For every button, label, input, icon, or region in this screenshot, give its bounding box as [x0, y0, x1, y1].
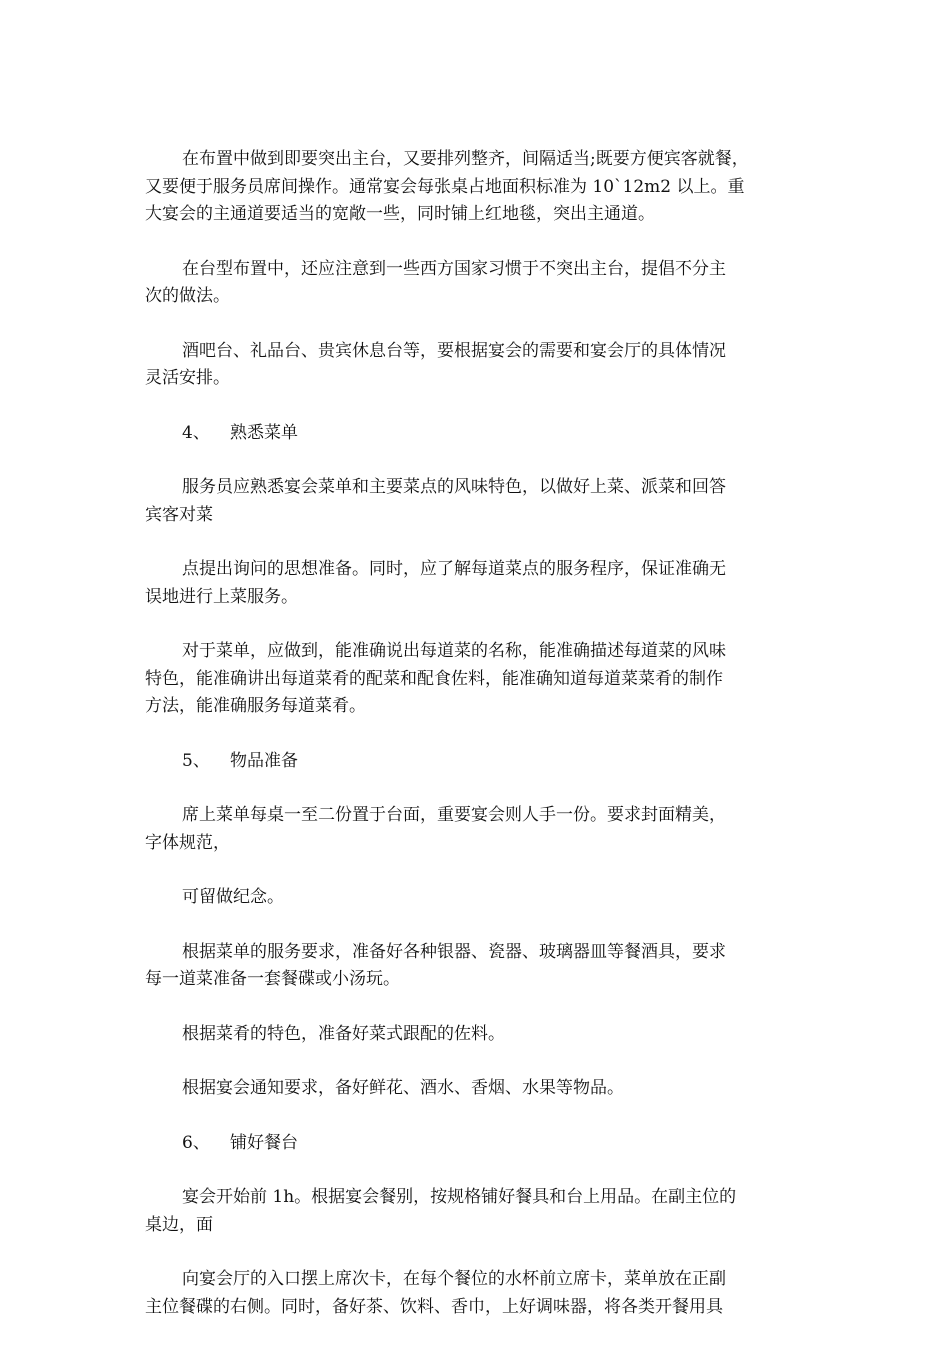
paragraph	[145, 638, 807, 721]
paragraph-line: 根据宴会通知要求，备好鲜花、酒水、香烟、水果等物品。	[182, 1078, 624, 1098]
paragraph-line: 大宴会的主通道要适当的宽敞一些，同时铺上红地毯，突出主通道。	[145, 204, 655, 224]
paragraph-line: 主位餐碟的右侧。同时，备好茶、饮料、香巾，上好调味器，将各类开餐用具	[145, 1296, 723, 1317]
paragraph	[145, 474, 807, 529]
section-heading	[145, 1130, 807, 1158]
paragraph	[145, 939, 807, 994]
section-number: 6、	[182, 1132, 210, 1153]
paragraph	[145, 146, 807, 229]
paragraph-line: 酒吧台、礼品台、贵宾休息台等，要根据宴会的需要和宴会厅的具体情况	[182, 340, 726, 361]
section-heading	[145, 748, 807, 776]
paragraph-line: 在台型布置中，还应注意到一些西方国家习惯于不突出主台，提倡不分主	[182, 258, 726, 279]
paragraph-line: 席上菜单每桌一至二份置于台面，重要宴会则人手一份。要求封面精美，	[182, 805, 726, 825]
paragraph-line: 特色，能准确讲出每道菜肴的配菜和配食佐料，能准确知道每道菜菜肴的制作	[145, 668, 723, 689]
paragraph-line: 对于菜单，应做到，能准确说出每道菜的名称，能准确描述每道菜的风味	[182, 641, 726, 661]
section-title: 物品准备	[230, 750, 298, 771]
section-number: 5、	[182, 750, 210, 771]
paragraph	[145, 1266, 807, 1321]
paragraph-line: 次的做法。	[145, 286, 230, 306]
paragraph	[145, 884, 807, 912]
paragraph	[145, 1021, 807, 1049]
paragraph-line: 向宴会厅的入口摆上席次卡，在每个餐位的水杯前立席卡，菜单放在正副	[182, 1269, 726, 1289]
paragraph-line: 每一道菜准备一套餐碟或小汤玩。	[145, 969, 400, 989]
paragraph-line: 在布置中做到即要突出主台，又要排列整齐，间隔适当;既要方便宾客就餐，	[182, 149, 749, 169]
paragraph-line: 灵活安排。	[145, 368, 230, 388]
paragraph	[145, 256, 807, 311]
paragraph	[145, 1184, 807, 1239]
section-heading	[145, 420, 807, 448]
paragraph-line: 误地进行上菜服务。	[145, 586, 298, 607]
paragraph	[145, 556, 807, 611]
paragraph-line: 点提出询问的思想准备。同时，应了解每道菜点的服务程序，保证准确无	[182, 559, 726, 579]
paragraph	[145, 338, 807, 393]
paragraph	[145, 802, 807, 857]
paragraph-line: 可留做纪念。	[182, 887, 284, 907]
paragraph-line: 根据菜肴的特色，准备好菜式跟配的佐料。	[182, 1023, 505, 1044]
section-title: 铺好餐台	[230, 1132, 298, 1153]
paragraph-line: 桌边，面	[145, 1214, 213, 1235]
section-number: 4、	[182, 422, 210, 443]
section-title: 熟悉菜单	[230, 422, 298, 443]
paragraph-line: 根据菜单的服务要求，准备好各种银器、瓷器、玻璃器皿等餐酒具，要求	[182, 941, 726, 962]
paragraph-line: 宾客对菜	[145, 504, 213, 525]
document-body	[145, 146, 807, 1348]
paragraph-line: 字体规范，	[145, 832, 230, 853]
paragraph-line: 方法，能准确服务每道菜肴。	[145, 696, 366, 716]
paragraph-line: 宴会开始前 1h。根据宴会餐别，按规格铺好餐具和台上用品。在副主位的	[182, 1187, 737, 1207]
paragraph-line: 又要便于服务员席间操作。通常宴会每张桌占地面积标准为 10`12m2 以上。重	[145, 176, 745, 197]
paragraph-line: 服务员应熟悉宴会菜单和主要菜点的风味特色，以做好上菜、派菜和回答	[182, 477, 726, 497]
paragraph	[145, 1075, 807, 1103]
